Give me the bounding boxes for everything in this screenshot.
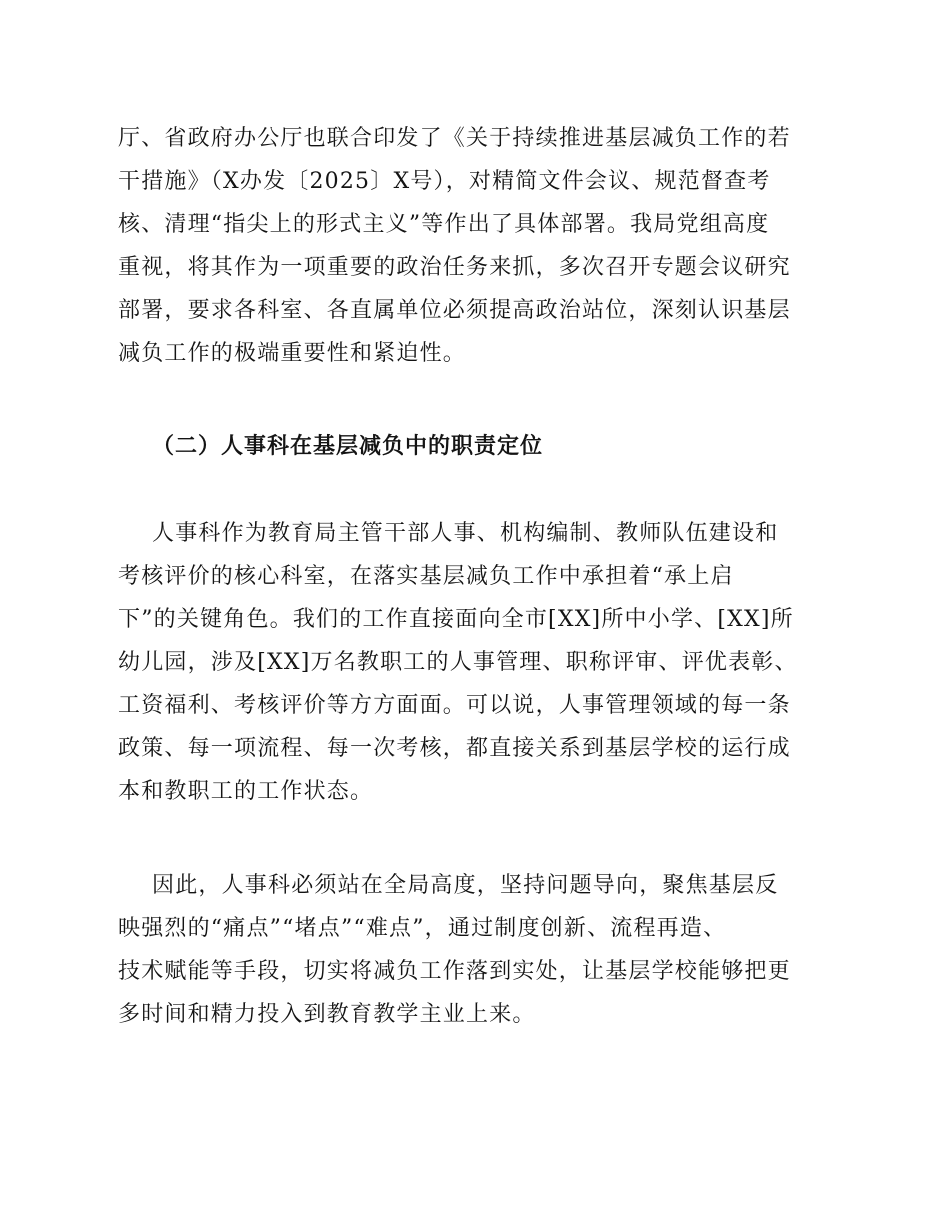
paragraph-line: 重视，将其作为一项重要的政治任务来抓，多次召开专题会议研究 [118, 255, 791, 280]
paragraph-line: 因此，人事科必须站在全局高度，坚持问题导向，聚焦基层反 [152, 873, 779, 898]
paragraph-line: 干措施》（X办发〔2025〕X号），对精简文件会议、规范督查考 [118, 169, 771, 194]
paragraph-line: 部署，要求各科室、各直属单位必须提高政治站位，深刻认识基层 [118, 298, 791, 323]
paragraph-line: 本和教职工的工作状态。 [118, 779, 374, 804]
paragraph-line: 核、清理“指尖上的形式主义”等作出了具体部署。我局党组高度 [118, 212, 770, 237]
paragraph-line: 减负工作的极端重要性和紧迫性。 [118, 341, 467, 366]
paragraph-line: 幼儿园，涉及[XX]万名教职工的人事管理、职称评审、评优表彰、 [118, 650, 798, 675]
paragraph-line: 厅、省政府办公厅也联合印发了《关于持续推进基层减负工作的若 [118, 126, 791, 151]
paragraph-line: 工资福利、考核评价等方方面面。可以说，人事管理领域的每一条 [118, 693, 791, 718]
paragraph-line: 考核评价的核心科室，在落实基层减负工作中承担着“承上启 [118, 564, 734, 589]
paragraph-line: 下”的关键角色。我们的工作直接面向全市[XX]所中小学、[XX]所 [118, 607, 794, 632]
paragraph-line: 政策、每一项流程、每一次考核，都直接关系到基层学校的运行成 [118, 736, 791, 761]
section-heading: （二）人事科在基层减负中的职责定位 [152, 434, 544, 459]
paragraph-line: 技术赋能等手段，切实将减负工作落到实处，让基层学校能够把更 [118, 959, 791, 984]
paragraph-line: 人事科作为教育局主管干部人事、机构编制、教师队伍建设和 [152, 521, 779, 546]
paragraph-line: 多时间和精力投入到教育教学主业上来。 [118, 1002, 536, 1027]
paragraph-line: 映强烈的“痛点”“堵点”“难点”，通过制度创新、流程再造、 [118, 916, 727, 941]
